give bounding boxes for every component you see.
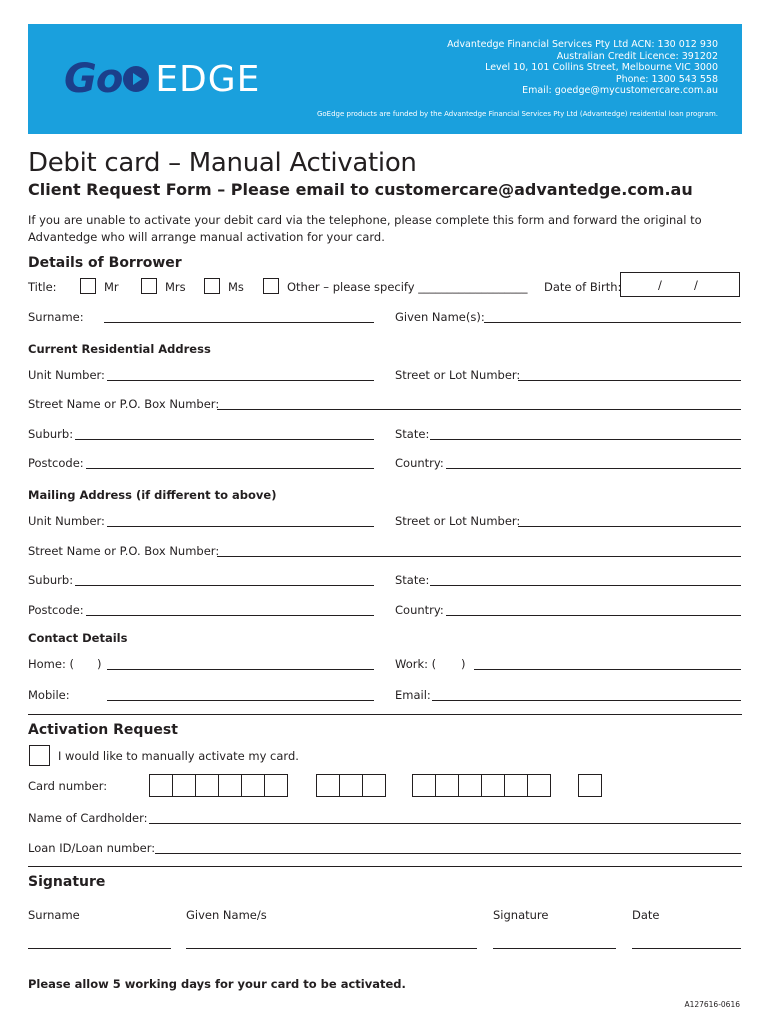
card-digit-box[interactable] xyxy=(195,774,219,797)
given-names-field[interactable] xyxy=(484,322,741,323)
mail-street-name-label: Street Name or P.O. Box Number: xyxy=(28,544,220,558)
card-number-group-2[interactable] xyxy=(316,774,385,797)
home-phone-paren: ) xyxy=(97,657,102,671)
home-phone-label: Home: ( xyxy=(28,657,74,671)
res-suburb-field[interactable] xyxy=(75,439,374,440)
logo-go-text: Go xyxy=(64,56,123,102)
form-code: A127616-0616 xyxy=(684,1000,740,1009)
title-mr-checkbox[interactable] xyxy=(80,278,96,294)
mail-suburb-label: Suburb: xyxy=(28,573,74,587)
title-mrs-checkbox[interactable] xyxy=(141,278,157,294)
mobile-field[interactable] xyxy=(107,700,374,701)
res-country-label: Country: xyxy=(395,456,444,470)
goedge-logo xyxy=(64,57,260,101)
email-field[interactable] xyxy=(432,700,741,701)
credit-licence: Australian Credit Licence: 391202 xyxy=(556,50,718,62)
title-label: Title: xyxy=(28,280,57,294)
mail-country-field[interactable] xyxy=(446,615,741,616)
company-address: Level 10, 101 Collins Street, Melbourne VIC 3000 xyxy=(485,62,718,73)
header-banner xyxy=(28,24,742,134)
mail-street-lot-field[interactable] xyxy=(518,526,741,527)
mail-unit-label: Unit Number: xyxy=(28,514,105,528)
cardholder-label: Name of Cardholder: xyxy=(28,811,148,825)
home-phone-field[interactable] xyxy=(107,669,374,670)
sig-given-field[interactable] xyxy=(186,948,477,949)
work-phone-label: Work: ( xyxy=(395,657,437,671)
res-postcode-field[interactable] xyxy=(86,468,374,469)
mail-state-field[interactable] xyxy=(430,585,741,586)
processing-notice: Please allow 5 working days for your card to be activated. xyxy=(28,977,406,991)
res-street-lot-field[interactable] xyxy=(518,380,741,381)
card-digit-box[interactable] xyxy=(362,774,386,797)
res-street-lot-label: Street or Lot Number: xyxy=(395,368,521,382)
sig-given-label: Given Name/s xyxy=(186,908,267,922)
card-number-group-4[interactable] xyxy=(578,774,601,797)
sig-date-field[interactable] xyxy=(632,948,741,949)
card-digit-box[interactable] xyxy=(339,774,363,797)
sig-surname-field[interactable] xyxy=(28,948,171,949)
res-country-field[interactable] xyxy=(446,468,741,469)
res-unit-field[interactable] xyxy=(107,380,374,381)
title-other-field[interactable]: Other – please specify ___________________ xyxy=(287,280,528,294)
manual-activation-label: I would like to manually activate my card. xyxy=(58,749,299,763)
card-digit-box[interactable] xyxy=(172,774,196,797)
res-suburb-label: Suburb: xyxy=(28,427,74,441)
res-postcode-label: Postcode: xyxy=(28,456,84,470)
borrower-heading: Details of Borrower xyxy=(28,255,182,271)
email-label: Email: xyxy=(395,688,431,702)
mail-state-label: State: xyxy=(395,573,430,587)
company-phone: Phone: 1300 543 558 xyxy=(615,73,718,85)
dob-label: Date of Birth: xyxy=(544,280,622,294)
contact-heading: Contact Details xyxy=(28,631,128,645)
funding-note: GoEdge products are funded by the Advantedge Financial Services Pty Ltd (Advantedge) residential loan program. xyxy=(316,110,718,118)
play-icon xyxy=(123,66,149,92)
given-names-label: Given Name(s): xyxy=(395,310,485,324)
card-number-group-3[interactable] xyxy=(412,774,550,797)
card-digit-box[interactable] xyxy=(504,774,528,797)
title-other-checkbox[interactable] xyxy=(263,278,279,294)
card-digit-box[interactable] xyxy=(527,774,551,797)
title-mrs-label: Mrs xyxy=(165,280,186,294)
logo-edge-text: EDGE xyxy=(155,58,261,100)
page-subtitle: Client Request Form – Please email to customercare@advantedge.com.au xyxy=(28,180,693,199)
manual-activation-checkbox[interactable] xyxy=(29,745,50,766)
activation-heading: Activation Request xyxy=(28,722,178,738)
intro-paragraph: If you are unable to activate your debit card via the telephone, please complete this form and forward the original to Advantedge who will arrange manual activation for your card. xyxy=(28,213,702,244)
card-digit-box[interactable] xyxy=(218,774,242,797)
sig-signature-field[interactable] xyxy=(493,948,616,949)
card-digit-box[interactable] xyxy=(264,774,288,797)
card-digit-box[interactable] xyxy=(481,774,505,797)
title-mr-label: Mr xyxy=(104,280,119,294)
mail-postcode-label: Postcode: xyxy=(28,603,84,617)
residential-heading: Current Residential Address xyxy=(28,342,211,356)
card-digit-box[interactable] xyxy=(149,774,173,797)
card-digit-box[interactable] xyxy=(316,774,340,797)
res-state-label: State: xyxy=(395,427,430,441)
section-divider xyxy=(28,866,742,867)
loan-id-field[interactable] xyxy=(155,853,741,854)
sig-signature-label: Signature xyxy=(493,908,549,922)
res-unit-label: Unit Number: xyxy=(28,368,105,382)
loan-id-label: Loan ID/Loan number: xyxy=(28,841,156,855)
title-ms-checkbox[interactable] xyxy=(204,278,220,294)
page-title: Debit card – Manual Activation xyxy=(28,148,417,178)
sig-date-label: Date xyxy=(632,908,660,922)
card-digit-box[interactable] xyxy=(578,774,602,797)
company-contact-details xyxy=(447,39,718,97)
card-number-group-1[interactable] xyxy=(149,774,287,797)
dob-separator: / xyxy=(694,278,698,292)
card-digit-box[interactable] xyxy=(458,774,482,797)
res-state-field[interactable] xyxy=(430,439,741,440)
work-phone-paren: ) xyxy=(461,657,466,671)
card-digit-box[interactable] xyxy=(241,774,265,797)
company-acn: Advantedge Financial Services Pty Ltd ACN: 130 012 930 xyxy=(447,39,718,50)
sig-surname-label: Surname xyxy=(28,908,80,922)
mail-postcode-field[interactable] xyxy=(86,615,374,616)
card-digit-box[interactable] xyxy=(435,774,459,797)
mailing-heading: Mailing Address (if different to above) xyxy=(28,488,277,502)
card-number-label: Card number: xyxy=(28,779,108,793)
section-divider xyxy=(28,714,742,715)
mail-unit-field[interactable] xyxy=(107,526,374,527)
work-phone-field[interactable] xyxy=(474,669,741,670)
res-street-name-field[interactable] xyxy=(217,409,741,410)
signature-heading: Signature xyxy=(28,874,106,890)
mail-country-label: Country: xyxy=(395,603,444,617)
surname-label: Surname: xyxy=(28,310,84,324)
mobile-label: Mobile: xyxy=(28,688,70,702)
mail-street-lot-label: Street or Lot Number: xyxy=(395,514,521,528)
cardholder-field[interactable] xyxy=(149,823,741,824)
mail-street-name-field[interactable] xyxy=(217,556,741,557)
mail-suburb-field[interactable] xyxy=(75,585,374,586)
surname-field[interactable] xyxy=(104,322,374,323)
res-street-name-label: Street Name or P.O. Box Number: xyxy=(28,397,220,411)
dob-field[interactable] xyxy=(620,272,740,297)
card-digit-box[interactable] xyxy=(412,774,436,797)
title-ms-label: Ms xyxy=(228,280,244,294)
company-email: Email: goedge@mycustomercare.com.au xyxy=(522,85,718,96)
dob-separator: / xyxy=(658,278,662,292)
